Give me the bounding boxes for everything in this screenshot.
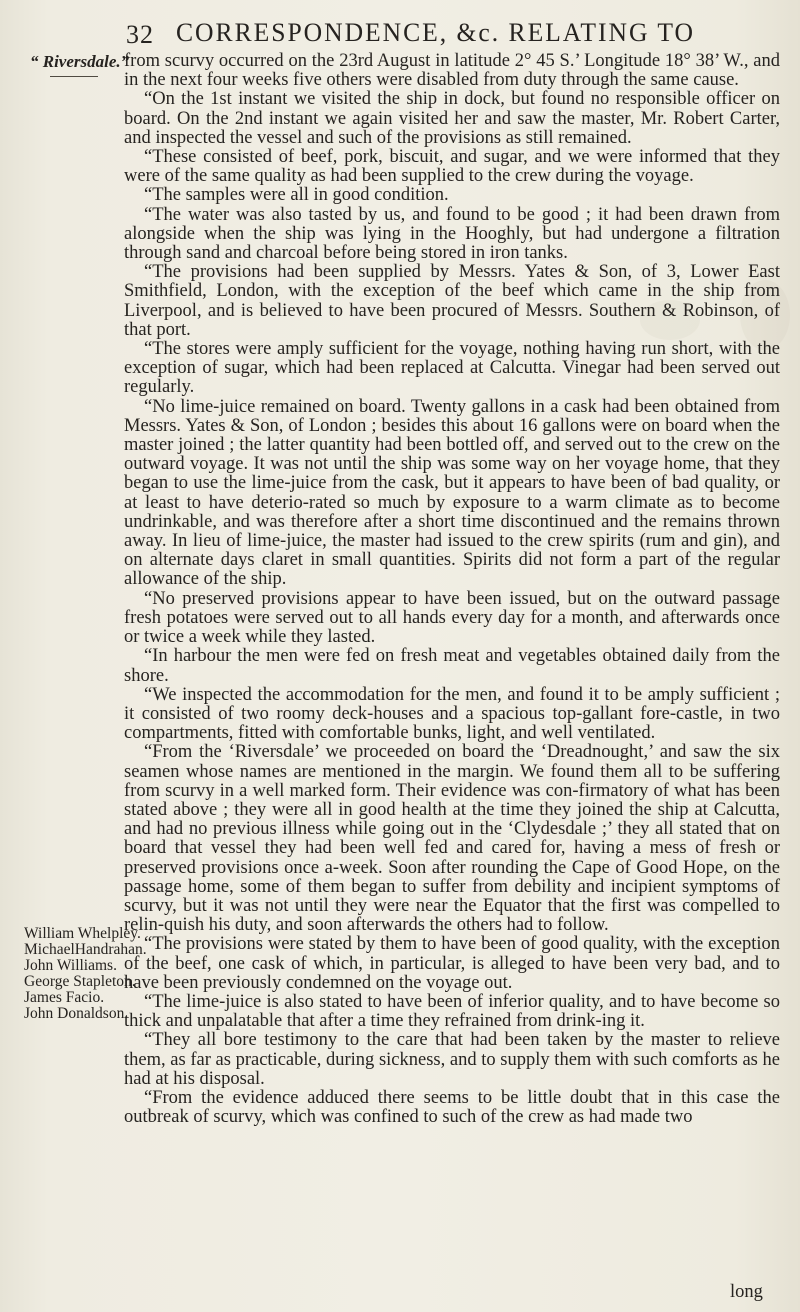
crew-name: John Williams. (24, 957, 117, 974)
paragraph: “From the ‘Riversdale’ we proceeded on board the ‘Dreadnought,’ and saw the six seamen whose names are mentioned in the margin. We found them all to be suffering from scurvy in a well marked form. Their evidence was con-firmatory of what has been stated above ; they were all in good health at the time they joined the ship at Calcutta, and had no previous illness while going out in the ‘Clydesdale ;’ they all stated that on board that vessel they had been well fed and cared for, having a mess of fresh or preserved provisions once a-week. Soon after rounding the Cape of Good Hope, on the passage home, some of them began to suffer from debility and incipient symptoms of scurvy, but it was not until they were near the Equator that the first was compelled to relin-quish his duty, and soon afterwards the others had to follow. (124, 742, 780, 936)
paragraph: “We inspected the accommodation for the men, and found it to be amply sufficient ; it consisted of two roomy deck-houses and a spacious top-gallant fore-castle, in two compartments, fitted with comfortable bunks, light, and well ventilated. (124, 684, 780, 744)
paragraph: “From the evidence adduced there seems to be little doubt that in this case the outbreak of scurvy, which was confined to such of the crew as had made two (124, 1087, 780, 1128)
crew-name: MichaelHandrahan. (24, 941, 147, 958)
running-head: CORRESPONDENCE, &c. RELATING TO (176, 18, 695, 47)
margin-ship-title: “ Riversdale.” (30, 52, 130, 71)
margin-rule (50, 76, 98, 77)
paragraph: “The lime-juice is also stated to have been of inferior quality, and to have become so thick and unpalatable that after a time they refrained from drink-ing it. (124, 991, 780, 1032)
crew-name: James Facio. (24, 989, 105, 1006)
paragraph: “The samples were all in good condition. (144, 185, 449, 206)
paragraph: “The provisions had been supplied by Messrs. Yates & Son, of 3, Lower East Smithfield, London, with the exception of the beef which came in the ship from Liverpool, and is believed to have been procured of Messrs. Southern & Robinson, of that port. (124, 262, 780, 340)
paragraph: from scurvy occurred on the 23rd August in latitude 2° 45 S.’ Longitude 18° 38’ W., and in the next four weeks five others were disabled from duty through the same cause. (124, 51, 780, 91)
paragraph: “The provisions were stated by them to have been of good quality, with the exception of the beef, one cask of which, in particular, is alleged to have been very bad, and to have been previously condemned on the voyage out. (124, 934, 780, 993)
paragraph: “On the 1st instant we visited the ship in dock, but found no responsible officer on board. On the 2nd instant we again visited her and saw the master, Mr. Robert Carter, and inspected the vessel and such of the provisions as still remained. (124, 89, 780, 148)
paragraph: “The water was also tasted by us, and found to be good ; it had been drawn from alongside when the ship was lying in the Hooghly, but had undergone a filtration through sand and charcoal before being stored in iron tanks. (124, 204, 780, 264)
paragraph: “The stores were amply sufficient for the voyage, nothing having run short, with the exception of sugar, which had been replaced at Calcutta. Vinegar had been served out regularly. (124, 339, 780, 398)
paragraph: “In harbour the men were fed on fresh meat and vegetables obtained daily from the shore. (124, 646, 780, 686)
paragraph: “These consisted of beef, pork, biscuit, and sugar, and we were informed that they were of the same quality as had been supplied to the crew during the voyage. (124, 147, 780, 187)
margin-crew-names (24, 925, 147, 1022)
crew-name: William Whelpley. (24, 925, 141, 942)
page-header (0, 12, 800, 52)
catchword: long (730, 1282, 763, 1302)
paragraph: “No lime-juice remained on board. Twenty gallons in a cask had been obtained from Messrs. Yates & Son, of London ; besides this about 16 gallons were on board when the master joined ; the latter quantity had been bottled off, and served out to the crew on the outward voyage. It was not until the ship was some way on her voyage home, that they began to use the lime-juice from the cask, but it appears to have been of bad quality, or at least to have deterio-rated so much by exposure to a warm climate as to become undrinkable, and was therefore after a short time discontinued and the remains thrown away. In lieu of lime-juice, the master had issued to the crew spirits (rum and gin), and on alternate days claret in small quantities. Spirits did not form a part of the regular allowance of the ship. (124, 396, 780, 590)
crew-name: George Stapleton. (24, 973, 136, 990)
paragraph: “They all bore testimony to the care that had been taken by the master to relieve them, as far as practicable, during sickness, and to supply them with such comforts as he had at his disposal. (124, 1030, 780, 1089)
crew-name: John Donaldson. (24, 1005, 129, 1022)
paragraph: “No preserved provisions appear to have been issued, but on the outward passage fresh potatoes were served out to all hands every day for a month, and afterwards once or twice a week while they lasted. (124, 588, 780, 648)
page-number: 32 (126, 20, 154, 49)
body-text (124, 52, 780, 1127)
